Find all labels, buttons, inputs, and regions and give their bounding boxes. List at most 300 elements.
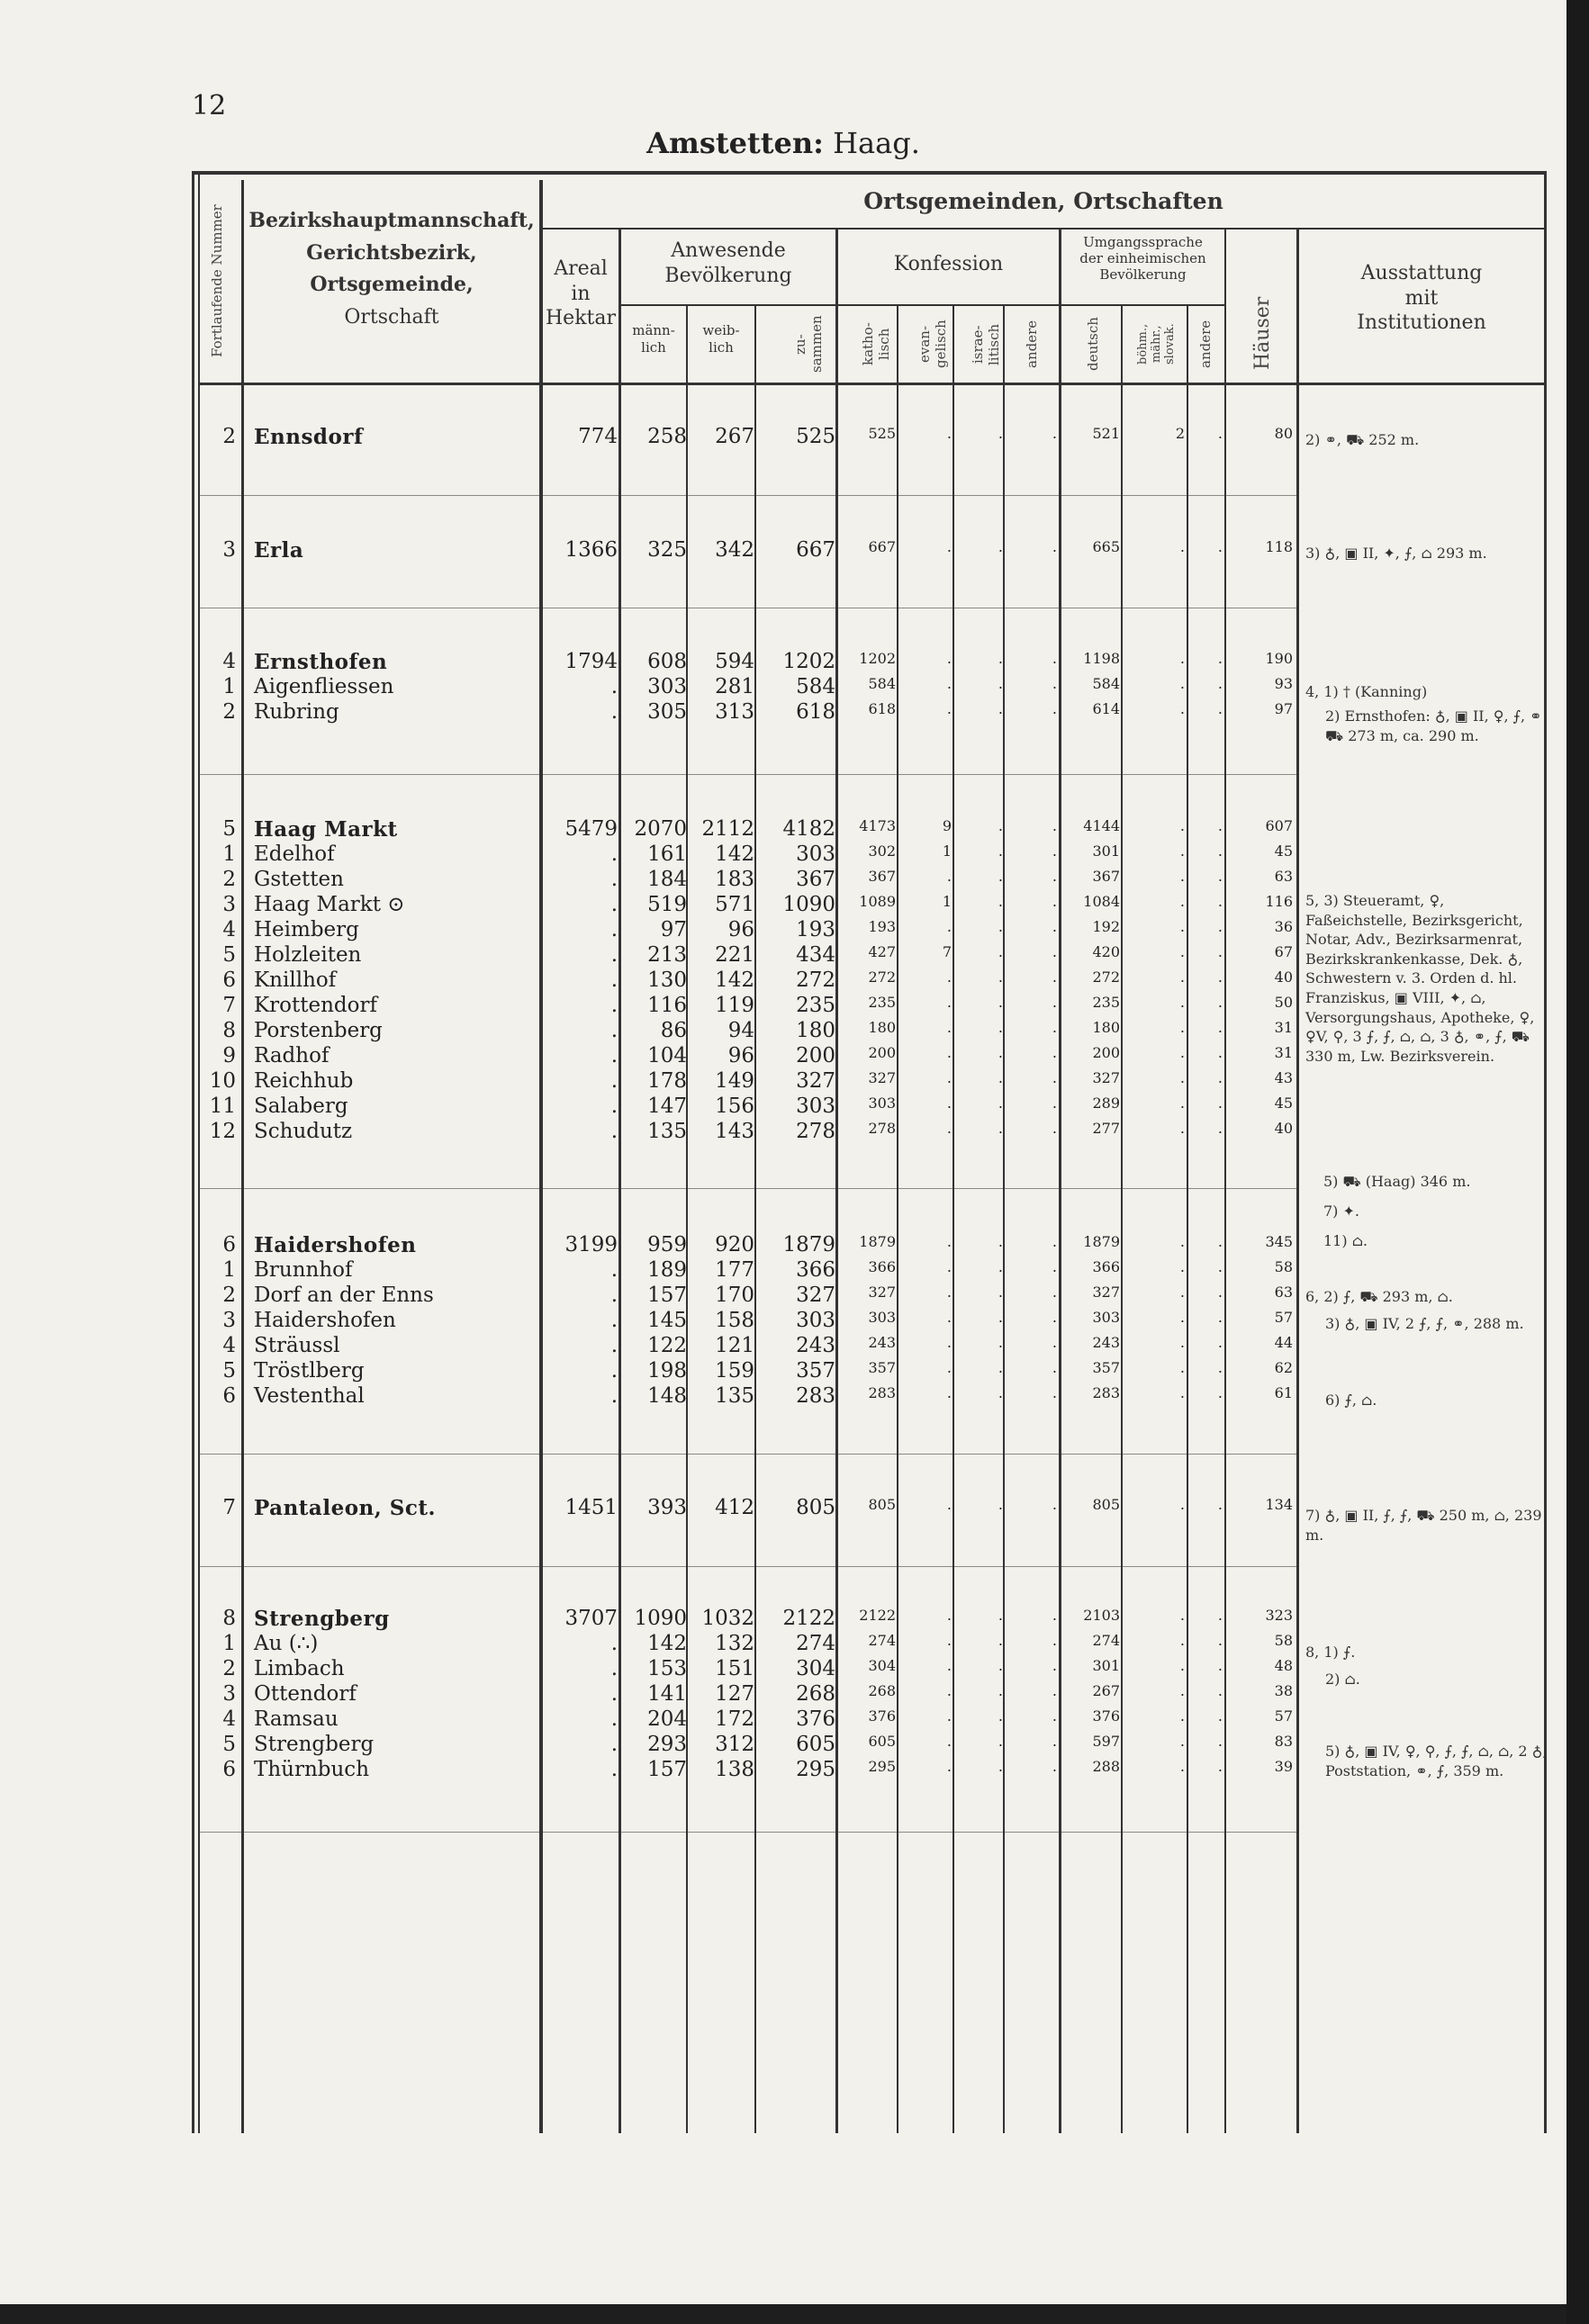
cell-a: .: [1052, 994, 1057, 1011]
cell-h: 58: [1274, 1632, 1293, 1649]
cell-name: Haag Markt ⊙: [254, 893, 405, 916]
cell-h: 57: [1274, 1707, 1293, 1725]
cell-k: 303: [868, 1309, 896, 1326]
cell-w: 172: [715, 1707, 754, 1731]
header-areal-l3: Hektar: [545, 307, 616, 329]
cell-areal: .: [610, 918, 618, 941]
cell-w: 121: [715, 1334, 754, 1357]
cell-z: 525: [796, 425, 835, 448]
cell-areal: .: [610, 1069, 618, 1093]
cell-o: .: [1217, 675, 1223, 692]
cell-d: 614: [1092, 700, 1120, 717]
cell-areal: .: [610, 1094, 618, 1118]
cell-a: .: [1052, 918, 1057, 935]
ausstattung-note: 2) Ernsthofen: ♁, ▣ II, ♀, ⨍, ⚭ ⛟ 273 m, ca. 290 m.: [1325, 707, 1542, 744]
cell-areal: .: [610, 1733, 618, 1756]
cell-z: 357: [796, 1359, 835, 1383]
cell-name: Brunnhof: [254, 1258, 353, 1282]
ausstattung-note: 2) ⌂.: [1325, 1671, 1360, 1688]
section-divider: [200, 774, 1296, 775]
cell-k: 302: [868, 842, 896, 860]
cell-o: .: [1217, 817, 1223, 834]
cell-i: .: [998, 918, 1003, 935]
cell-lfd: 2: [222, 425, 236, 448]
header-konfession: Konfession: [893, 253, 1004, 275]
cell-i: .: [998, 1069, 1003, 1086]
header-weiblich-l1: weib-: [702, 322, 740, 338]
cell-m: 189: [647, 1258, 687, 1282]
header-ausst-l3b: Institutionen: [1357, 311, 1486, 334]
cell-m: 258: [647, 425, 687, 448]
cell-lfd: 8: [222, 1019, 236, 1042]
cell-m: 959: [647, 1233, 687, 1257]
ortschaft-row: [0, 1120, 1566, 1145]
cell-e: .: [946, 1120, 952, 1137]
cell-k: 272: [868, 968, 896, 986]
cell-i: .: [998, 1094, 1003, 1112]
cell-lfd: 4: [222, 1334, 236, 1357]
cell-m: 213: [647, 943, 687, 967]
cell-e: .: [946, 1682, 952, 1699]
cell-a: .: [1052, 1258, 1057, 1275]
cell-h: 38: [1274, 1682, 1293, 1699]
cell-k: 327: [868, 1284, 896, 1301]
cell-name: Vestenthal: [254, 1384, 365, 1408]
cell-w: 1032: [701, 1607, 754, 1630]
cell-e: .: [946, 1496, 952, 1513]
cell-z: 618: [796, 700, 835, 724]
cell-lfd: 1: [222, 842, 236, 866]
gemeinde-row: [0, 817, 1566, 842]
cell-e: 1: [942, 842, 952, 860]
col-lfd-rule: [241, 180, 244, 2133]
cell-a: .: [1052, 868, 1057, 885]
cell-z: 200: [796, 1044, 835, 1067]
cell-i: .: [998, 1044, 1003, 1061]
cell-b: .: [1179, 1384, 1185, 1401]
header-ausstattung: [1300, 261, 1543, 336]
cell-name: Pantaleon, Sct.: [254, 1496, 437, 1520]
cell-e: .: [946, 675, 952, 692]
cell-k: 278: [868, 1120, 896, 1137]
cell-name: Radhof: [254, 1044, 330, 1067]
cell-m: 305: [647, 700, 687, 724]
cell-o: .: [1217, 1069, 1223, 1086]
header-maennlich: [621, 322, 686, 356]
cell-o: .: [1217, 1120, 1223, 1137]
cell-e: .: [946, 918, 952, 935]
cell-d: 283: [1092, 1384, 1120, 1401]
cell-w: 412: [715, 1496, 754, 1519]
cell-a: .: [1052, 968, 1057, 986]
cell-name: Knillhof: [254, 968, 337, 992]
cell-d: 805: [1092, 1496, 1120, 1513]
left-double-rule-b: [198, 171, 200, 2133]
cell-k: 295: [868, 1758, 896, 1775]
cell-a: .: [1052, 1044, 1057, 1061]
cell-a: .: [1052, 1682, 1057, 1699]
cell-d: 665: [1092, 538, 1120, 555]
cell-a: .: [1052, 1496, 1057, 1513]
cell-o: .: [1217, 1359, 1223, 1376]
cell-k: 525: [868, 425, 896, 442]
cell-name: Rubring: [254, 700, 339, 724]
cell-i: .: [998, 700, 1003, 717]
header-bezirk: [245, 209, 538, 329]
cell-w: 920: [715, 1233, 754, 1257]
col-areal-rule: [618, 230, 621, 2133]
cell-z: 193: [796, 918, 835, 941]
header-umgangssprache: [1061, 234, 1224, 283]
header-areal: [543, 257, 618, 331]
cell-lfd: 3: [222, 893, 236, 916]
gemeinde-row: [0, 650, 1566, 675]
header-ortsgemeinden-group: Ortsgemeinden, Ortschaften: [863, 188, 1223, 214]
cell-e: .: [946, 425, 952, 442]
cell-d: 327: [1092, 1284, 1120, 1301]
cell-z: 235: [796, 994, 835, 1017]
table-top-rule: [192, 171, 1544, 175]
cell-b: .: [1179, 968, 1185, 986]
cell-i: .: [998, 1682, 1003, 1699]
cell-z: 2122: [782, 1607, 835, 1630]
cell-b: .: [1179, 868, 1185, 885]
cell-b: .: [1179, 943, 1185, 960]
cell-o: .: [1217, 1309, 1223, 1326]
cell-areal: 1794: [564, 650, 618, 673]
sprache-sub-rule: [1061, 304, 1224, 306]
cell-h: 31: [1274, 1044, 1293, 1061]
cell-d: 597: [1092, 1733, 1120, 1750]
cell-w: 142: [715, 968, 754, 992]
col-name-rule: [539, 180, 543, 2133]
header-weiblich-l2: lich: [709, 338, 734, 356]
col-w-rule: [754, 306, 756, 2133]
cell-lfd: 9: [222, 1044, 236, 1067]
cell-areal: .: [610, 1019, 618, 1042]
cell-o: .: [1217, 1284, 1223, 1301]
cell-lfd: 6: [222, 1233, 236, 1257]
cell-h: 607: [1265, 817, 1293, 834]
cell-d: 366: [1092, 1258, 1120, 1275]
cell-z: 272: [796, 968, 835, 992]
header-anwesende-l1: Anwesende: [671, 239, 786, 262]
cell-d: 1879: [1083, 1233, 1120, 1250]
cell-w: 127: [715, 1682, 754, 1706]
cell-o: .: [1217, 943, 1223, 960]
cell-areal: .: [610, 1682, 618, 1706]
cell-o: .: [1217, 1657, 1223, 1674]
header-ausst-l1: Ausstattung: [1360, 262, 1483, 284]
cell-h: 40: [1274, 968, 1293, 986]
cell-m: 147: [647, 1094, 687, 1118]
cell-areal: 3707: [564, 1607, 618, 1630]
ausstattung-note: 5, 3) Steueramt, ♀, Faßeichstelle, Bezirksgericht, Notar, Adv., Bezirksarmenrat, Bezirkskrankenkasse, Dek. ♁, Schwestern v. 3. Orden d. hl. Franziskus, ▣ VIII, ✦, ⌂, Versorgungshaus, Apotheke, ♀, ♀V, ⚲, 3 ⨍, ⨍, ⌂, ⌂, 3 ♁, ⚭, ⨍, ⛟ 330 m, Lw. Bezirksverein.: [1305, 892, 1535, 1065]
cell-m: 145: [647, 1309, 687, 1332]
cell-z: 303: [796, 1094, 835, 1118]
section-divider: [200, 1454, 1296, 1455]
cell-d: 367: [1092, 868, 1120, 885]
cell-i: .: [998, 650, 1003, 667]
col-z-rule: [835, 230, 838, 2133]
cell-d: 4144: [1083, 817, 1120, 834]
cell-name: Thürnbuch: [254, 1758, 370, 1781]
cell-lfd: 5: [222, 817, 236, 841]
cell-i: .: [998, 1758, 1003, 1775]
cell-e: .: [946, 1359, 952, 1376]
cell-a: .: [1052, 1607, 1057, 1624]
cell-h: 44: [1274, 1334, 1293, 1351]
cell-z: 584: [796, 675, 835, 698]
cell-o: .: [1217, 1707, 1223, 1725]
cell-i: .: [998, 943, 1003, 960]
cell-w: 571: [715, 893, 754, 916]
cell-z: 283: [796, 1384, 835, 1408]
cell-m: 178: [647, 1069, 687, 1093]
cell-h: 39: [1274, 1758, 1293, 1775]
cell-a: .: [1052, 1334, 1057, 1351]
cell-d: 376: [1092, 1707, 1120, 1725]
header-gericht-line: Gerichtsbezirk,: [306, 240, 477, 265]
left-double-rule-a: [192, 171, 194, 2133]
col-i-rule: [1003, 306, 1005, 2133]
cell-z: 278: [796, 1120, 835, 1143]
cell-areal: .: [610, 1044, 618, 1067]
cell-m: 122: [647, 1334, 687, 1357]
cell-a: .: [1052, 1359, 1057, 1376]
cell-z: 303: [796, 1309, 835, 1332]
cell-e: .: [946, 1632, 952, 1649]
cell-b: .: [1179, 994, 1185, 1011]
header-ortschaft-line: Ortschaft: [344, 305, 439, 329]
cell-z: 667: [796, 538, 835, 562]
cell-h: 118: [1265, 538, 1293, 555]
cell-w: 135: [715, 1384, 754, 1408]
cell-m: 198: [647, 1359, 687, 1383]
cell-h: 67: [1274, 943, 1293, 960]
cell-e: .: [946, 1044, 952, 1061]
cell-h: 31: [1274, 1019, 1293, 1036]
header-umgang-l3: Bevölkerung: [1099, 266, 1187, 283]
cell-e: .: [946, 1019, 952, 1036]
cell-w: 119: [715, 994, 754, 1017]
cell-i: .: [998, 1284, 1003, 1301]
cell-e: 1: [942, 893, 952, 910]
ausstattung-note: 7) ♁, ▣ II, ⨍, ⨍, ⛟ 250 m, ⌂, 239 m.: [1305, 1507, 1542, 1544]
cell-d: 420: [1092, 943, 1120, 960]
cell-name: Schudutz: [254, 1120, 353, 1143]
cell-areal: .: [610, 994, 618, 1017]
cell-name: Sträussl: [254, 1334, 340, 1357]
cell-o: .: [1217, 842, 1223, 860]
cell-lfd: 7: [222, 994, 236, 1017]
cell-h: 190: [1265, 650, 1293, 667]
cell-areal: .: [610, 842, 618, 866]
cell-b: .: [1179, 1069, 1185, 1086]
cell-areal: 774: [578, 425, 618, 448]
cell-e: .: [946, 1707, 952, 1725]
cell-k: 805: [868, 1496, 896, 1513]
ortschaft-row: [0, 1334, 1566, 1359]
header-anwesende-l2: Bevölkerung: [664, 264, 792, 287]
cell-d: 584: [1092, 675, 1120, 692]
cell-z: 327: [796, 1284, 835, 1307]
cell-lfd: 5: [222, 1359, 236, 1383]
cell-d: 192: [1092, 918, 1120, 935]
cell-z: 274: [796, 1632, 835, 1655]
cell-b: .: [1179, 1094, 1185, 1112]
cell-w: 2112: [701, 817, 754, 841]
cell-o: .: [1217, 1044, 1223, 1061]
col-b-rule: [1187, 306, 1188, 2133]
cell-z: 434: [796, 943, 835, 967]
cell-z: 367: [796, 868, 835, 891]
header-umgang-l1: Umgangssprache: [1083, 234, 1203, 250]
cell-w: 267: [715, 425, 754, 448]
cell-k: 357: [868, 1359, 896, 1376]
cell-k: 584: [868, 675, 896, 692]
cell-areal: .: [610, 1707, 618, 1731]
cell-h: 45: [1274, 1094, 1293, 1112]
cell-w: 151: [715, 1657, 754, 1680]
cell-a: .: [1052, 1233, 1057, 1250]
section-divider: [200, 1566, 1296, 1567]
cell-i: .: [998, 1258, 1003, 1275]
cell-areal: .: [610, 675, 618, 698]
header-areal-l2: in: [571, 282, 591, 305]
cell-b: .: [1179, 1707, 1185, 1725]
cell-areal: .: [610, 943, 618, 967]
cell-h: 36: [1274, 918, 1293, 935]
cell-b: .: [1179, 1758, 1185, 1775]
cell-areal: .: [610, 1632, 618, 1655]
cell-a: .: [1052, 1657, 1057, 1674]
cell-e: .: [946, 1094, 952, 1112]
cell-k: 180: [868, 1019, 896, 1036]
cell-k: 605: [868, 1733, 896, 1750]
cell-i: .: [998, 675, 1003, 692]
ausstattung-note: 5) ⛟ (Haag) 346 m.: [1323, 1173, 1471, 1190]
ausstattung-note: 3) ♁, ▣ II, ✦, ⨍, ⌂ 293 m.: [1305, 545, 1487, 562]
title-district: Amstetten:: [646, 126, 824, 160]
cell-o: .: [1217, 1496, 1223, 1513]
cell-d: 274: [1092, 1632, 1120, 1649]
cell-a: .: [1052, 425, 1057, 442]
cell-h: 134: [1265, 1496, 1293, 1513]
header-israelitisch: israe-litisch: [970, 323, 1002, 365]
cell-a: .: [1052, 538, 1057, 555]
cell-m: 303: [647, 675, 687, 698]
cell-b: .: [1179, 817, 1185, 834]
cell-i: .: [998, 1607, 1003, 1624]
header-deutsch: deutsch: [1085, 317, 1101, 372]
cell-lfd: 7: [222, 1496, 236, 1519]
cell-b: .: [1179, 1607, 1185, 1624]
cell-o: .: [1217, 1733, 1223, 1750]
cell-b: .: [1179, 1120, 1185, 1137]
cell-e: .: [946, 1758, 952, 1775]
cell-k: 193: [868, 918, 896, 935]
cell-i: .: [998, 994, 1003, 1011]
cell-k: 303: [868, 1094, 896, 1112]
cell-h: 48: [1274, 1657, 1293, 1674]
cell-h: 63: [1274, 868, 1293, 885]
ortschaft-row: [0, 1094, 1566, 1120]
page-title: [0, 126, 1566, 160]
cell-o: .: [1217, 650, 1223, 667]
cell-lfd: 2: [222, 1657, 236, 1680]
cell-a: .: [1052, 1309, 1057, 1326]
cell-k: 1879: [859, 1233, 896, 1250]
cell-a: .: [1052, 943, 1057, 960]
cell-e: .: [946, 1284, 952, 1301]
cell-z: 243: [796, 1334, 835, 1357]
cell-b: .: [1179, 1044, 1185, 1061]
cell-b: .: [1179, 842, 1185, 860]
cell-b: 2: [1175, 425, 1185, 442]
cell-lfd: 3: [222, 1682, 236, 1706]
cell-areal: 1366: [564, 538, 618, 562]
cell-z: 376: [796, 1707, 835, 1731]
cell-z: 366: [796, 1258, 835, 1282]
cell-w: 281: [715, 675, 754, 698]
cell-m: 608: [647, 650, 687, 673]
cell-b: .: [1179, 700, 1185, 717]
cell-a: .: [1052, 1707, 1057, 1725]
cell-name: Haag Markt: [254, 817, 398, 842]
cell-name: Krottendorf: [254, 994, 378, 1017]
cell-o: .: [1217, 1682, 1223, 1699]
cell-h: 40: [1274, 1120, 1293, 1137]
cell-b: .: [1179, 1019, 1185, 1036]
cell-a: .: [1052, 1094, 1057, 1112]
cell-h: 97: [1274, 700, 1293, 717]
cell-k: 427: [868, 943, 896, 960]
cell-e: .: [946, 1657, 952, 1674]
cell-i: .: [998, 1309, 1003, 1326]
cell-w: 138: [715, 1758, 754, 1781]
cell-w: 313: [715, 700, 754, 724]
cell-lfd: 3: [222, 538, 236, 562]
header-areal-l1: Areal: [554, 257, 608, 280]
cell-areal: 3199: [564, 1233, 618, 1257]
cell-o: .: [1217, 700, 1223, 717]
cell-d: 267: [1092, 1682, 1120, 1699]
cell-d: 2103: [1083, 1607, 1120, 1624]
cell-b: .: [1179, 1284, 1185, 1301]
cell-z: 303: [796, 842, 835, 866]
cell-lfd: 2: [222, 700, 236, 724]
cell-b: .: [1179, 1733, 1185, 1750]
cell-w: 94: [727, 1019, 754, 1042]
cell-areal: .: [610, 1657, 618, 1680]
gemeinde-row: [0, 1607, 1566, 1632]
cell-k: 367: [868, 868, 896, 885]
cell-lfd: 6: [222, 968, 236, 992]
cell-name: Ramsau: [254, 1707, 339, 1731]
cell-a: .: [1052, 817, 1057, 834]
cell-z: 1202: [782, 650, 835, 673]
cell-b: .: [1179, 1359, 1185, 1376]
konfession-sub-rule: [838, 304, 1059, 306]
cell-lfd: 6: [222, 1758, 236, 1781]
cell-lfd: 1: [222, 675, 236, 698]
cell-o: .: [1217, 893, 1223, 910]
col-m-rule: [686, 306, 688, 2133]
cell-b: .: [1179, 1334, 1185, 1351]
cell-h: 57: [1274, 1309, 1293, 1326]
cell-name: Ennsdorf: [254, 425, 364, 449]
